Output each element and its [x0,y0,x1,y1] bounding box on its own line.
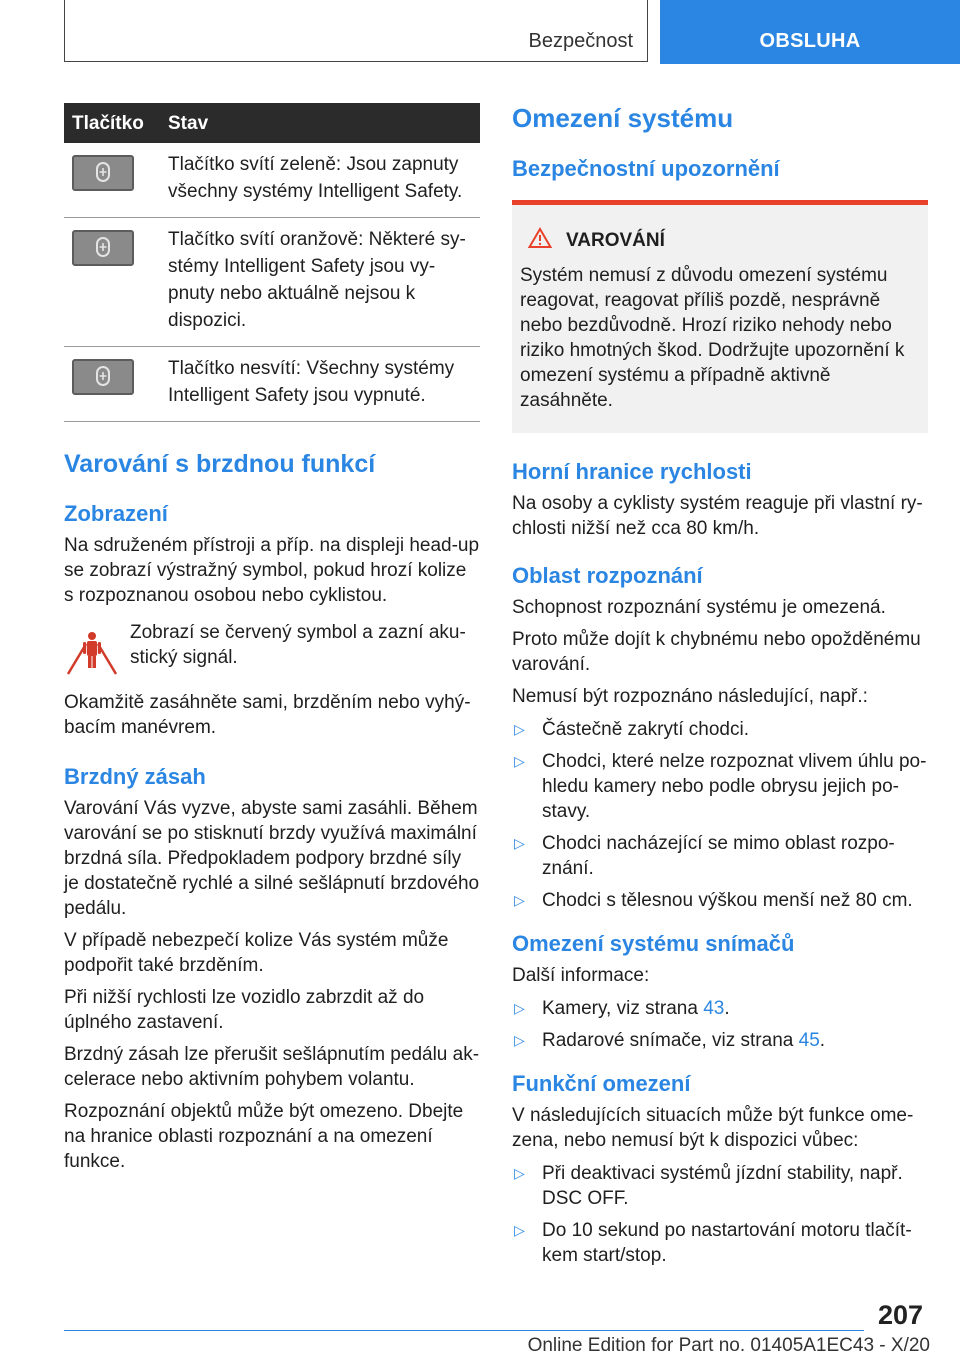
triangle-bullet-icon: ▷ [514,1165,525,1181]
list-item: ▷ Kamery, viz strana 43. [514,998,730,1019]
list-item: ▷ Chodci s tělesnou výškou menší než 80 cm. [514,890,913,911]
footer-divider [64,1330,864,1331]
footer-edition: Online Edition for Part no. 01405A1EC43 - X/20 [527,1335,930,1356]
list-item: ▷ Chodci nacházející se mimo oblast rozpoznání. [514,833,895,879]
table-row [64,143,480,218]
table-row [64,347,480,422]
symbol-description: Zobrazí se červený symbol a zazní akustický signál. [130,622,466,668]
list-item: ▷ Do 10 sekund po nastartování motoru tlačítkem start/stop. [514,1220,912,1266]
list-item: ▷ Chodci, které nelze rozpoznat vlivem úhlu pohledu kamery nebo podle obrysu jejich postavy. [514,751,927,822]
right-column [512,103,928,1275]
warning-triangle-icon [528,227,566,255]
triangle-bullet-icon: ▷ [514,835,525,851]
paragraph-speed: Na osoby a cyklisty systém reaguje při vlastní rychlosti nižší než cca 80 km/h. [512,493,923,539]
page-link-cameras[interactable]: 43 [703,998,725,1019]
intelligent-safety-button-icon [72,359,134,395]
warning-text: Systém nemusí z důvodu omezení systému reagovat, reagovat příliš pozdě, nesprávně nebo bezdůvodně. Hrozí riziko nehody nebo riziko hmotných škod. Dodržujte upozornění k omezení systému a případně aktivně zasáhněte. [520,265,905,411]
heading-system-limits: Omezení systému [512,103,734,133]
pedestrian-warning-icon [64,620,120,676]
table-header-state: Stav [160,103,480,143]
table-row [64,218,480,347]
table-header-row [64,103,480,143]
triangle-bullet-icon: ▷ [514,892,525,908]
left-column [64,103,480,1174]
list-item: ▷ Při deaktivaci systémů jízdní stability, např. DSC OFF. [514,1163,903,1209]
triangle-bullet-icon: ▷ [514,721,525,737]
button-status-table [64,103,480,422]
paragraph-react: Okamžitě zasáhněte sami, brzděním nebo vyhýbacím manévrem. [64,692,471,738]
heading-brake-intervention: Brzdný zásah [64,764,206,789]
triangle-bullet-icon: ▷ [514,1000,525,1016]
paragraph-function: V následujících situacích může být funkce omezena, nebo nemusí být k dispozici vůbec: [512,1105,914,1151]
paragraph-brake-2: V případě nebezpečí kolize Vás systém může podpořit také brzděním. [64,930,449,976]
sensor-list [512,996,928,1053]
paragraph-sensors: Další informace: [512,965,650,986]
heading-function-limits: Funkční omezení [512,1071,691,1096]
intelligent-safety-button-icon [72,155,134,191]
list-item: ▷ Radarové snímače, viz strana 45. [514,1030,826,1051]
table-cell-state: Tlačítko svítí zeleně: Jsou zapnuty všechny systémy Intelligent Safety. [160,143,480,218]
heading-display: Zobrazení [64,501,168,526]
heading-brake-warning: Varování s brzdnou funkcí [64,450,376,478]
heading-speed-limit: Horní hranice rychlosti [512,459,752,484]
triangle-bullet-icon: ▷ [514,753,525,769]
triangle-bullet-icon: ▷ [514,1032,525,1048]
header-frame [64,0,648,62]
warning-title: VAROVÁNÍ [566,230,665,251]
paragraph-detection-2: Proto může dojít k chybnému nebo opožděnému varování. [512,629,921,675]
detection-list [512,717,928,913]
paragraph-brake-4: Brzdný zásah lze přerušit sešlápnutím pedálu akcelerace nebo aktivním pohybem volantu. [64,1044,480,1090]
paragraph-detection-3: Nemusí být rozpoznáno následující, např.: [512,686,868,707]
page-number: 207 [878,1300,924,1330]
symbol-row [64,620,480,676]
paragraph-brake-3: Při nižší rychlosti lze vozidlo zabrzdit až do úplného zastavení. [64,987,425,1033]
function-list [512,1161,928,1268]
paragraph-detection-1: Schopnost rozpoznání systému je omezená. [512,597,886,618]
heading-sensor-limits: Omezení systému snímačů [512,931,795,956]
table-header-button: Tlačítko [64,103,160,143]
warning-box [512,200,928,433]
table-cell-state: Tlačítko nesvítí: Všechny systémy Intelligent Safety jsou vypnuté. [160,347,480,422]
chapter-tab[interactable]: OBSLUHA [660,0,960,64]
paragraph-brake-1: Varování Vás vyzve, abyste sami zasáhli. Během varování se po stisknutí brzdy využívá maximální brzdná síla. Předpokladem podpory brzdné síly je dostatečně rychlé a silné sešlápnutí brzdového pedálu. [64,798,480,919]
table-cell-state: Tlačítko svítí oranžově: Některé systémy Intelligent Safety jsou vypnuty nebo aktuálně nejsou k dispozici. [160,218,480,347]
section-title: Bezpečnost [528,30,633,52]
paragraph-display: Na sdruženém přístroji a příp. na displeji head-up se zobrazí výstražný symbol, pokud hrozí kolize s rozpoznanou osobou nebo cyklistou. [64,535,480,606]
heading-safety-notes: Bezpečnostní upozornění [512,156,780,181]
intelligent-safety-button-icon [72,230,134,266]
page-link-radar[interactable]: 45 [798,1030,820,1051]
heading-detection-area: Oblast rozpoznání [512,563,703,588]
triangle-bullet-icon: ▷ [514,1222,525,1238]
list-item: ▷ Částečně zakrytí chodci. [514,719,749,740]
paragraph-brake-5: Rozpoznání objektů může být omezeno. Dbejte na hranice oblasti rozpoznání a na omezení funkce. [64,1101,464,1172]
